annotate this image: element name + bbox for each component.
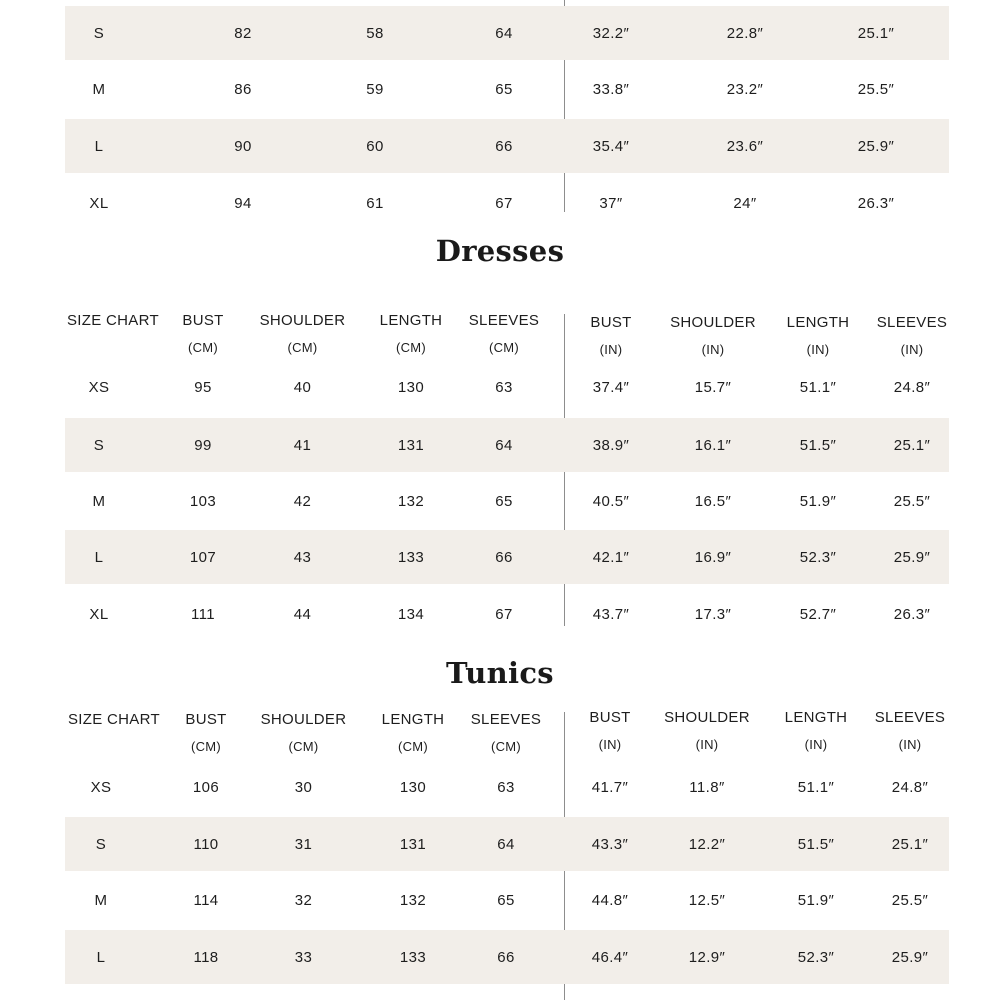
table-row — [65, 930, 949, 984]
cell: 26.3″ — [857, 194, 895, 212]
header-label: LENGTH — [784, 709, 848, 726]
header-length-in — [776, 706, 856, 766]
cell: 63 — [497, 778, 515, 796]
cell: 107 — [189, 548, 217, 566]
cell: 51.9″ — [797, 891, 835, 909]
cell: 64 — [497, 835, 515, 853]
size-cell: S — [93, 436, 105, 454]
cell: 33.8″ — [592, 80, 630, 98]
cell: 33 — [294, 948, 313, 966]
cell: 94 — [234, 194, 252, 212]
cell: 132 — [397, 492, 425, 510]
header-label: BUST — [589, 709, 631, 726]
header-unit: (IN) — [695, 737, 719, 752]
cell: 82 — [234, 24, 252, 42]
cell: 86 — [234, 80, 252, 98]
cell: 25.5″ — [893, 492, 931, 510]
cell: 64 — [495, 436, 513, 454]
table-row — [65, 817, 949, 871]
cell: 59 — [366, 80, 384, 98]
size-cell: M — [92, 80, 106, 98]
size-cell: S — [95, 835, 107, 853]
table-row — [65, 474, 949, 528]
table-row — [65, 760, 949, 814]
cell: 23.6″ — [726, 137, 764, 155]
header-label: LENGTH — [381, 711, 445, 728]
cell: 110 — [193, 835, 219, 853]
size-cell: XS — [90, 778, 112, 796]
table-row — [65, 62, 949, 116]
header-unit: (CM) — [187, 340, 219, 355]
cell: 44.8″ — [591, 891, 629, 909]
cell: 132 — [399, 891, 427, 909]
cell: 66 — [495, 137, 513, 155]
cell: 131 — [397, 436, 425, 454]
cell: 15.7″ — [694, 378, 732, 396]
cell: 66 — [497, 948, 515, 966]
cell: 65 — [495, 492, 513, 510]
header-shoulder-cm — [261, 708, 346, 768]
cell: 12.9″ — [688, 948, 726, 966]
cell: 52.7″ — [799, 605, 837, 623]
cell: 37.4″ — [592, 378, 630, 396]
size-cell: M — [92, 492, 106, 510]
header-unit: (IN) — [900, 342, 924, 357]
size-cell: S — [93, 24, 105, 42]
cell: 66 — [495, 548, 513, 566]
header-unit: (CM) — [490, 739, 522, 754]
table-row — [65, 587, 949, 641]
header-label: BUST — [590, 314, 632, 331]
cell: 17.3″ — [694, 605, 732, 623]
cell: 25.1″ — [857, 24, 895, 42]
cell: 41 — [293, 436, 312, 454]
cell: 25.9″ — [893, 548, 931, 566]
section-title-dresses: Dresses — [435, 234, 565, 268]
cell: 43 — [293, 548, 312, 566]
header-label: SIZE CHART — [67, 312, 159, 329]
size-cell: XS — [88, 378, 110, 396]
cell: 25.9″ — [891, 948, 929, 966]
cell: 16.5″ — [694, 492, 732, 510]
cell: 64 — [495, 24, 513, 42]
table-row — [65, 873, 949, 927]
cell: 131 — [399, 835, 427, 853]
cell: 52.3″ — [799, 548, 837, 566]
cell: 42.1″ — [592, 548, 630, 566]
cell: 58 — [366, 24, 384, 42]
size-cell: M — [94, 891, 108, 909]
cell: 51.9″ — [799, 492, 837, 510]
cell: 103 — [189, 492, 217, 510]
table-row — [65, 360, 949, 414]
cell: 51.1″ — [799, 378, 837, 396]
cell: 46.4″ — [591, 948, 629, 966]
cell: 16.9″ — [694, 548, 732, 566]
cell: 26.3″ — [893, 605, 931, 623]
header-label: SHOULDER — [260, 711, 347, 728]
cell: 133 — [399, 948, 427, 966]
cell: 16.1″ — [694, 436, 732, 454]
cell: 24.8″ — [893, 378, 931, 396]
cell: 22.8″ — [726, 24, 764, 42]
header-unit: (CM) — [190, 739, 222, 754]
cell: 11.8″ — [689, 778, 725, 796]
cell: 12.2″ — [688, 835, 726, 853]
header-unit: (IN) — [804, 737, 828, 752]
header-label: LENGTH — [379, 312, 443, 329]
cell: 111 — [190, 605, 215, 623]
header-unit: (IN) — [701, 342, 725, 357]
cell: 67 — [495, 194, 513, 212]
header-unit: (CM) — [397, 739, 429, 754]
tunics-header — [65, 708, 949, 768]
cell: 23.2″ — [726, 80, 764, 98]
cell: 32 — [294, 891, 313, 909]
cell: 30 — [294, 778, 313, 796]
cell: 35.4″ — [592, 137, 630, 155]
cell: 106 — [192, 778, 220, 796]
cell: 130 — [397, 378, 425, 396]
header-label: SHOULDER — [670, 314, 756, 331]
cell: 63 — [495, 378, 513, 396]
size-cell: XL — [89, 194, 109, 212]
cell: 134 — [397, 605, 425, 623]
table-row — [65, 530, 949, 584]
cell: 37″ — [599, 194, 623, 212]
cell: 60 — [366, 137, 384, 155]
header-sleeves-cm — [467, 708, 545, 768]
cell: 95 — [194, 378, 212, 396]
cell: 65 — [497, 891, 515, 909]
cell: 51.5″ — [797, 835, 835, 853]
header-unit: (CM) — [488, 340, 520, 355]
header-unit: (IN) — [898, 737, 922, 752]
cell: 42 — [293, 492, 312, 510]
cell: 90 — [234, 137, 252, 155]
cell: 133 — [397, 548, 425, 566]
cell: 114 — [193, 891, 219, 909]
header-unit: (CM) — [395, 340, 427, 355]
header-unit: (IN) — [806, 342, 830, 357]
cell: 31 — [294, 835, 313, 853]
header-label: SLEEVES — [468, 312, 540, 329]
header-label: LENGTH — [786, 314, 850, 331]
table-row — [65, 6, 949, 60]
table-row — [65, 176, 949, 230]
header-bust-in — [570, 706, 650, 766]
cell: 41.7″ — [591, 778, 629, 796]
header-label: BUST — [182, 312, 224, 329]
table-row — [65, 119, 949, 173]
header-label: SIZE CHART — [68, 711, 160, 728]
cell: 99 — [194, 436, 212, 454]
size-cell: L — [94, 548, 104, 566]
cell: 130 — [399, 778, 427, 796]
header-length-cm — [373, 708, 453, 768]
header-label: SLEEVES — [470, 711, 542, 728]
header-label: SHOULDER — [259, 312, 346, 329]
size-chart-header — [68, 708, 168, 768]
cell: 51.1″ — [797, 778, 835, 796]
cell: 32.2″ — [592, 24, 630, 42]
header-label: SHOULDER — [664, 709, 750, 726]
header-label: BUST — [185, 711, 227, 728]
header-unit: (CM) — [288, 739, 319, 754]
cell: 44 — [293, 605, 312, 623]
cell: 25.5″ — [857, 80, 895, 98]
size-cell: L — [96, 948, 106, 966]
section-title-tunics: Tunics — [446, 656, 554, 690]
header-label: SLEEVES — [874, 709, 946, 726]
header-unit: (IN) — [598, 737, 622, 752]
cell: 24″ — [733, 194, 757, 212]
cell: 25.9″ — [857, 137, 895, 155]
header-unit: (CM) — [287, 340, 318, 355]
size-cell: L — [94, 137, 104, 155]
cell: 52.3″ — [797, 948, 835, 966]
cell: 118 — [193, 948, 219, 966]
cell: 38.9″ — [592, 436, 630, 454]
cell: 25.1″ — [893, 436, 931, 454]
header-sleeves-in — [871, 706, 949, 766]
cell: 43.7″ — [592, 605, 630, 623]
cell: 40.5″ — [592, 492, 630, 510]
header-bust-cm — [171, 708, 241, 768]
cell: 12.5″ — [688, 891, 726, 909]
cell: 25.1″ — [891, 835, 929, 853]
cell: 51.5″ — [799, 436, 837, 454]
header-label: SLEEVES — [876, 314, 948, 331]
cell: 65 — [495, 80, 513, 98]
cell: 24.8″ — [891, 778, 929, 796]
cell: 40 — [293, 378, 312, 396]
cell: 61 — [366, 194, 384, 212]
cell: 67 — [495, 605, 513, 623]
cell: 43.3″ — [591, 835, 629, 853]
header-unit: (IN) — [599, 342, 623, 357]
table-row — [65, 418, 949, 472]
header-shoulder-in — [662, 706, 752, 766]
size-cell: XL — [89, 605, 109, 623]
cell: 25.5″ — [891, 891, 929, 909]
